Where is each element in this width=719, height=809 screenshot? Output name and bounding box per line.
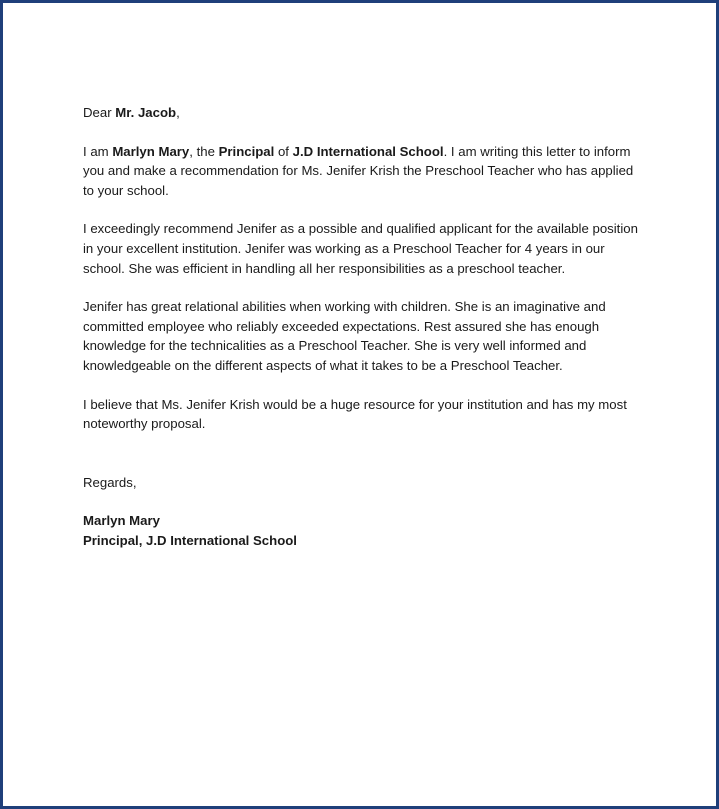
paragraph-recommendation: I exceedingly recommend Jenifer as a possible and qualified applicant for the available position in your excellent institution. Jenifer was working as a Preschool Teacher for 4 years in our school. She was efficient in handling all her responsibilities as a preschool teacher.: [83, 221, 638, 276]
letter-body: [83, 103, 643, 551]
sender-name-inline: Marlyn Mary: [112, 143, 190, 159]
paragraph-intro: I am Marlyn Mary, the Principal of J.D International School. I am writing this letter to inform you and make a recommendation for Ms. Jenifer Krish the Preschool Teacher who has applied to your school.: [83, 143, 634, 198]
signature-name: Marlyn Mary: [83, 513, 160, 529]
salutation-prefix: Dear: [83, 105, 116, 120]
closing: Regards,: [83, 474, 137, 490]
school-name-inline: J.D International School: [292, 143, 444, 159]
paragraph-abilities: Jenifer has great relational abilities when working with children. She is an imaginative and committed employee who reliably exceeded expectations. Rest assured she has enough knowledge for the technicalities as a Preschool Teacher. She is very well informed and knowledgeable on the different aspects of what it takes to be a Preschool Teacher.: [83, 299, 606, 373]
sender-title-inline: Principal: [218, 143, 275, 159]
salutation-comma: ,: [176, 105, 180, 120]
salutation: [83, 103, 643, 123]
paragraph-conclusion: I believe that Ms. Jenifer Krish would be a huge resource for your institution and has my most noteworthy proposal.: [83, 396, 627, 432]
recipient-name: Mr. Jacob: [115, 105, 177, 120]
signature-title: Principal, J.D International School: [83, 532, 297, 548]
